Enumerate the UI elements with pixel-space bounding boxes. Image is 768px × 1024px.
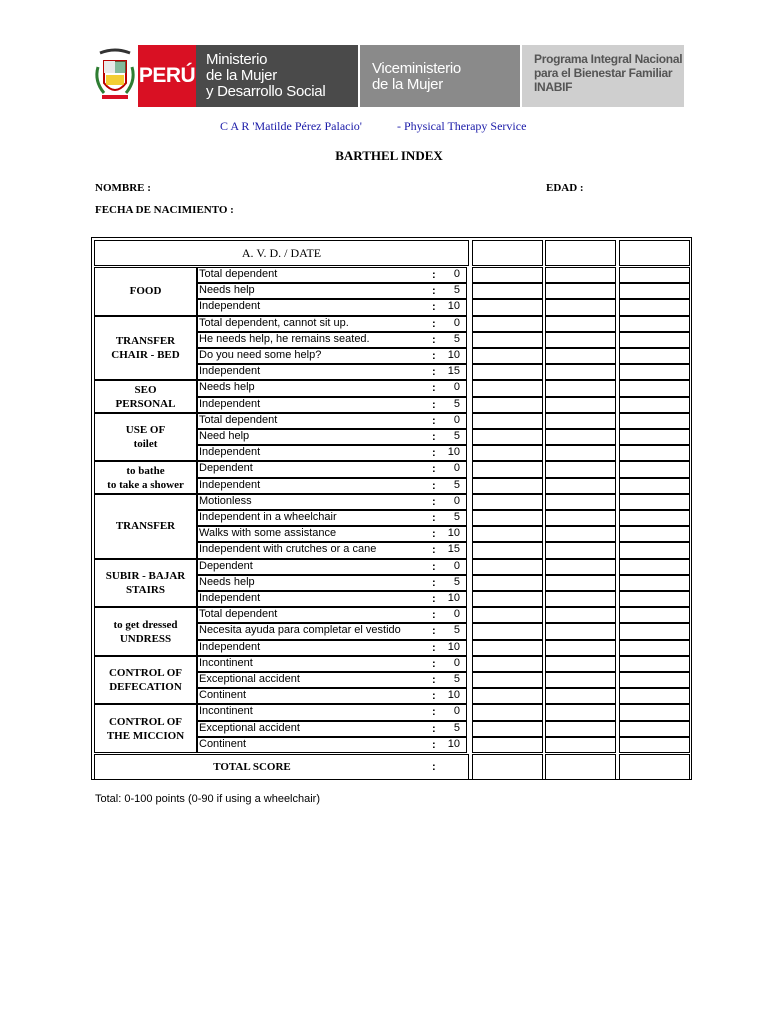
item-colon: : [432, 447, 436, 460]
item-points: 0 [453, 413, 460, 426]
score-cell-date-2 [545, 656, 616, 672]
score-cell-date-3 [619, 397, 690, 413]
item-colon: : [432, 463, 436, 476]
viceministry-label: Viceministerio de la Mujer [360, 45, 520, 107]
score-cell-date-1 [472, 640, 543, 656]
score-cell-date-3 [619, 510, 690, 526]
score-cell-date-2 [545, 607, 616, 623]
item-description: Independent [199, 300, 261, 313]
score-cell-date-2 [545, 478, 616, 494]
date-column-header-3 [619, 240, 690, 266]
item-points: 0 [453, 381, 460, 394]
center-name: C A R 'Matilde Pérez Palacio' [220, 119, 362, 133]
category-label [94, 569, 197, 597]
score-cell-date-1 [472, 704, 543, 720]
item-points: 5 [453, 511, 460, 523]
score-cell-date-2 [545, 364, 616, 380]
score-cell-date-1 [472, 461, 543, 477]
item-description: Independent in a wheelchair [199, 511, 337, 523]
item-colon: : [432, 317, 436, 330]
score-cell-date-3 [619, 672, 690, 688]
item-points: 0 [453, 608, 460, 621]
item-points: 10 [447, 527, 460, 540]
peru-coat-of-arms-logo [92, 45, 138, 107]
age-field-label: EDAD : [546, 182, 584, 194]
score-cell-date-2 [545, 688, 616, 704]
item-points: 5 [453, 430, 460, 442]
score-cell-date-1 [472, 591, 543, 607]
score-cell-date-1 [472, 397, 543, 413]
item-colon: : [432, 593, 436, 605]
score-cell-date-1 [472, 607, 543, 623]
item-points: 0 [453, 462, 460, 475]
item-colon: : [432, 414, 436, 427]
page-title: BARTHEL INDEX [335, 148, 443, 163]
item-description: Motionless [199, 494, 252, 507]
score-cell-date-2 [545, 316, 616, 332]
item-description: Walks with some assistance [199, 527, 337, 540]
item-points: 15 [447, 365, 460, 378]
name-field-label: NOMBRE : [95, 182, 151, 194]
item-description: Dependent [199, 559, 253, 572]
score-cell-date-3 [619, 688, 690, 704]
score-cell-date-2 [545, 283, 616, 299]
category-label-line: CONTROL OF [108, 667, 183, 680]
item-description: Total dependent, cannot sit up. [199, 316, 349, 329]
score-cell-date-3 [619, 332, 690, 348]
category-label-line: THE MICCION [106, 729, 185, 742]
score-cell-date-1 [472, 413, 543, 429]
score-cell-date-2 [545, 542, 616, 558]
score-cell-date-1 [472, 623, 543, 639]
category-label-line: CONTROL OF [108, 715, 183, 728]
score-cell-date-3 [619, 478, 690, 494]
service-name: - Physical Therapy Service [397, 119, 527, 133]
item-description: Total dependent [199, 608, 278, 621]
item-points: 0 [453, 316, 460, 329]
score-cell-date-2 [545, 397, 616, 413]
item-colon: : [432, 528, 436, 541]
item-colon: : [432, 690, 436, 703]
score-cell-date-1 [472, 267, 543, 283]
item-description: Needs help [199, 575, 255, 588]
category-label [94, 618, 197, 646]
item-description: Exceptional accident [199, 721, 300, 734]
score-cell-date-2 [545, 380, 616, 396]
category-label-line: UNDRESS [119, 632, 172, 645]
score-cell-date-3 [619, 559, 690, 575]
score-cell-date-2 [545, 575, 616, 591]
item-description: Independent [199, 446, 261, 459]
category-label-line: PERSONAL [115, 397, 176, 410]
item-colon: : [432, 479, 436, 492]
total-score-cell-date-2 [545, 754, 616, 780]
score-cell-date-3 [619, 364, 690, 380]
score-cell-date-1 [472, 559, 543, 575]
date-column-header-1 [472, 240, 543, 266]
score-cell-date-2 [545, 559, 616, 575]
score-cell-date-2 [545, 721, 616, 737]
score-cell-date-1 [472, 672, 543, 688]
item-points: 10 [447, 640, 460, 653]
item-colon: : [432, 333, 436, 346]
score-cell-date-2 [545, 348, 616, 364]
item-description: Incontinent [199, 656, 253, 669]
item-points: 5 [453, 332, 460, 345]
category-label-line: SEO [134, 383, 157, 396]
score-cell-date-1 [472, 526, 543, 542]
ministry-label: Ministerio de la Mujer y Desarrollo Social [196, 45, 358, 107]
item-points: 10 [447, 689, 460, 702]
category-label-line: CHAIR - BED [111, 349, 180, 361]
score-cell-date-1 [472, 478, 543, 494]
score-cell-date-2 [545, 461, 616, 477]
item-points: 0 [453, 656, 460, 669]
item-colon: : [432, 609, 436, 622]
item-points: 5 [453, 673, 460, 685]
score-cell-date-1 [472, 721, 543, 737]
header-banner [92, 45, 684, 107]
score-cell-date-3 [619, 721, 690, 737]
score-cell-date-2 [545, 672, 616, 688]
score-cell-date-1 [472, 429, 543, 445]
category-label [94, 715, 197, 743]
item-points: 10 [447, 349, 460, 361]
score-cell-date-1 [472, 380, 543, 396]
item-colon: : [432, 674, 436, 686]
item-description: Need help [199, 430, 250, 442]
score-cell-date-2 [545, 510, 616, 526]
item-description: Needs help [199, 284, 255, 297]
item-description: Total dependent [199, 268, 278, 280]
category-label [94, 464, 197, 492]
score-cell-date-2 [545, 299, 616, 315]
item-points: 15 [447, 543, 460, 556]
score-cell-date-3 [619, 737, 690, 753]
score-cell-date-3 [619, 267, 690, 283]
item-description: Dependent [199, 462, 253, 475]
score-cell-date-3 [619, 429, 690, 445]
item-colon: : [432, 722, 436, 735]
item-description: Independent [199, 478, 261, 491]
score-cell-date-3 [619, 445, 690, 461]
score-cell-date-2 [545, 445, 616, 461]
score-cell-date-3 [619, 299, 690, 315]
score-cell-date-1 [472, 656, 543, 672]
footer-note: Total: 0-100 points (0-90 if using a wheelchair) [95, 793, 321, 805]
item-colon: : [432, 495, 436, 508]
total-score-cell-date-3 [619, 754, 690, 780]
score-cell-date-2 [545, 413, 616, 429]
item-points: 5 [453, 624, 460, 637]
item-colon: : [432, 301, 436, 314]
item-colon: : [432, 398, 436, 411]
score-cell-date-3 [619, 283, 690, 299]
category-label-line: TRANSFER [115, 335, 176, 347]
item-description: Independent [199, 397, 261, 410]
score-cell-date-2 [545, 267, 616, 283]
score-cell-date-3 [619, 461, 690, 477]
score-cell-date-2 [545, 737, 616, 753]
score-cell-date-2 [545, 704, 616, 720]
item-points: 10 [447, 446, 460, 459]
item-colon: : [432, 576, 436, 589]
item-description: Do you need some help? [199, 349, 322, 361]
item-colon: : [432, 641, 436, 654]
item-colon: : [432, 269, 436, 281]
total-score-cell-date-1 [472, 754, 543, 780]
item-description: Independent with crutches or a cane [199, 543, 377, 556]
item-description: Necesita ayuda para completar el vestido [199, 624, 401, 637]
item-points: 0 [453, 268, 460, 280]
item-colon: : [432, 544, 436, 557]
category-label [94, 383, 197, 411]
date-column-header-2 [545, 240, 616, 266]
score-cell-date-3 [619, 348, 690, 364]
score-cell-date-1 [472, 737, 543, 753]
item-points: 0 [453, 705, 460, 718]
score-cell-date-3 [619, 640, 690, 656]
item-colon: : [432, 706, 436, 719]
score-cell-date-3 [619, 316, 690, 332]
item-description: Continent [199, 737, 247, 750]
score-cell-date-2 [545, 640, 616, 656]
item-points: 0 [453, 559, 460, 572]
dob-field-label: FECHA DE NACIMIENTO : [95, 204, 234, 216]
item-points: 5 [453, 397, 460, 410]
score-cell-date-3 [619, 591, 690, 607]
score-cell-date-1 [472, 510, 543, 526]
category-label [94, 519, 197, 533]
peru-label: PERÚ [138, 45, 196, 107]
score-cell-date-2 [545, 332, 616, 348]
item-colon: : [432, 366, 436, 379]
item-colon: : [432, 285, 436, 298]
score-cell-date-2 [545, 429, 616, 445]
category-label-line: STAIRS [126, 583, 165, 596]
score-cell-date-2 [545, 623, 616, 639]
item-points: 5 [453, 284, 460, 297]
score-cell-date-3 [619, 542, 690, 558]
item-description: Independent [199, 592, 261, 604]
category-label-line: DEFECATION [109, 681, 182, 694]
category-label-line: TRANSFER [115, 520, 176, 533]
score-cell-date-3 [619, 704, 690, 720]
total-colon: : [432, 761, 436, 773]
category-label [94, 666, 197, 694]
category-label [94, 423, 197, 451]
score-cell-date-3 [619, 494, 690, 510]
score-cell-date-3 [619, 413, 690, 429]
item-points: 5 [453, 721, 460, 734]
item-description: Independent [199, 640, 261, 653]
score-cell-date-1 [472, 542, 543, 558]
item-points: 10 [447, 592, 460, 604]
table-header-label: A. V. D. / DATE [241, 246, 322, 260]
item-points: 5 [453, 478, 460, 491]
category-label-line: toilet [133, 438, 158, 451]
score-cell-date-1 [472, 332, 543, 348]
item-colon: : [432, 657, 436, 670]
item-colon: : [432, 625, 436, 638]
score-cell-date-1 [472, 575, 543, 591]
score-cell-date-3 [619, 526, 690, 542]
category-label-line: FOOD [129, 285, 162, 298]
category-label-line: USE OF [125, 424, 166, 437]
score-cell-date-1 [472, 348, 543, 364]
score-cell-date-1 [472, 494, 543, 510]
item-description: Total dependent [199, 413, 278, 426]
score-cell-date-1 [472, 688, 543, 704]
total-score-label: TOTAL SCORE [213, 761, 291, 773]
item-description: Needs help [199, 381, 255, 394]
score-cell-date-2 [545, 591, 616, 607]
item-colon: : [432, 560, 436, 573]
score-cell-date-3 [619, 380, 690, 396]
item-description: Independent [199, 365, 261, 378]
item-colon: : [432, 382, 436, 395]
program-label: Programa Integral Nacional para el Bienestar Familiar INABIF [522, 45, 684, 107]
score-cell-date-3 [619, 623, 690, 639]
score-cell-date-3 [619, 607, 690, 623]
item-colon: : [432, 350, 436, 362]
item-description: Continent [199, 689, 247, 702]
category-label-line: to take a shower [107, 478, 184, 491]
category-label-line: to bathe [126, 464, 165, 477]
category-label-line: to get dressed [113, 618, 178, 631]
category-label-line: SUBIR - BAJAR [105, 569, 186, 582]
item-description: Incontinent [199, 705, 253, 718]
item-points: 10 [447, 737, 460, 750]
item-points: 0 [453, 494, 460, 507]
score-cell-date-2 [545, 494, 616, 510]
barthel-table [91, 237, 692, 780]
item-colon: : [432, 431, 436, 443]
category-label [94, 284, 197, 298]
score-cell-date-1 [472, 364, 543, 380]
score-cell-date-3 [619, 575, 690, 591]
score-cell-date-2 [545, 526, 616, 542]
item-colon: : [432, 512, 436, 524]
item-points: 10 [447, 300, 460, 313]
item-description: He needs help, he remains seated. [199, 332, 370, 345]
item-description: Exceptional accident [199, 673, 300, 685]
category-label [94, 334, 197, 362]
score-cell-date-1 [472, 445, 543, 461]
score-cell-date-1 [472, 299, 543, 315]
score-cell-date-1 [472, 283, 543, 299]
score-cell-date-1 [472, 316, 543, 332]
item-colon: : [432, 738, 436, 751]
score-cell-date-3 [619, 656, 690, 672]
item-points: 5 [453, 575, 460, 588]
